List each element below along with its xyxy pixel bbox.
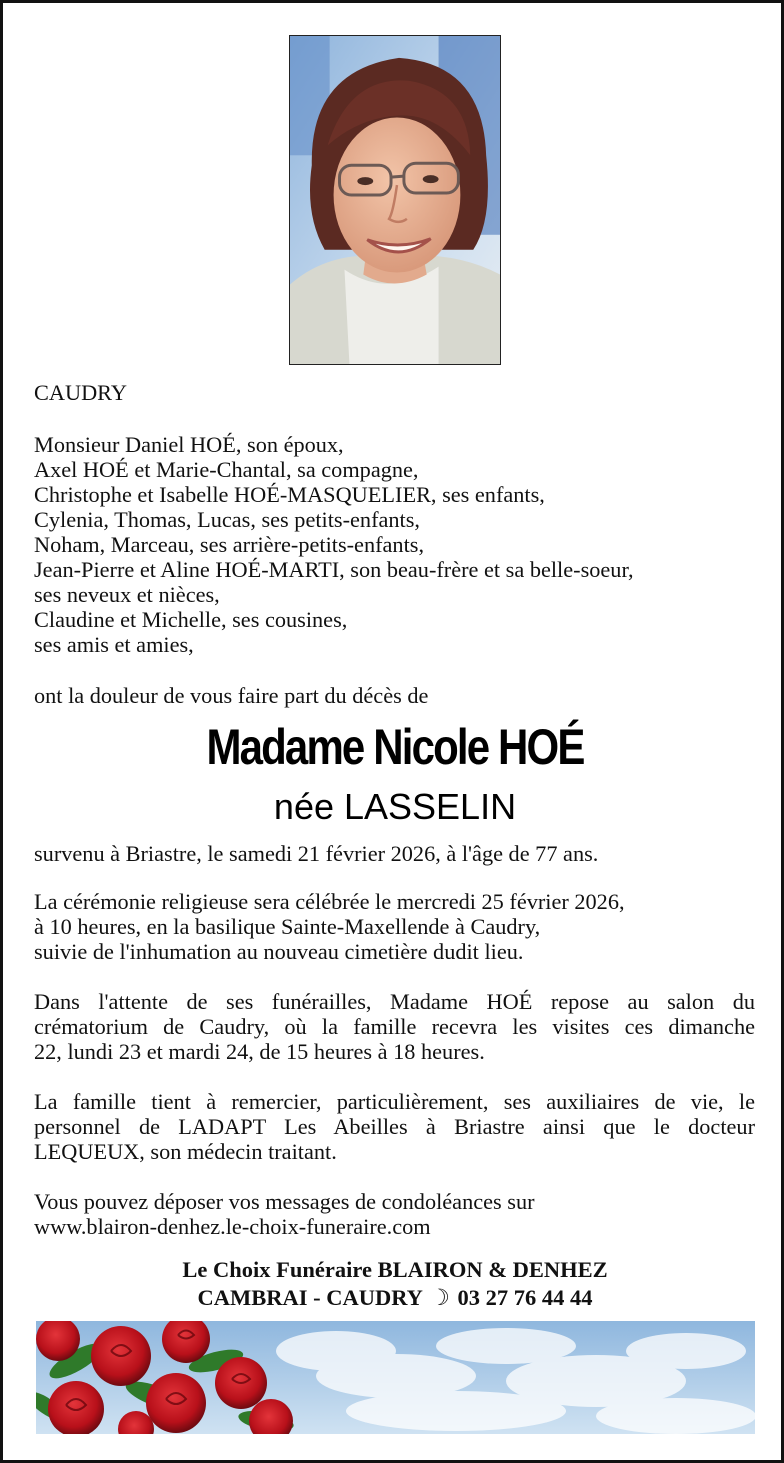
- funeral-home-contact: [3, 1284, 784, 1312]
- funeral-home-name: Le Choix Funéraire BLAIRON & DENHEZ: [182, 1257, 608, 1282]
- thanks-line: La famille tient à remercier, particulièrement, ses auxiliaires de vie, le: [34, 1089, 755, 1114]
- intro-text: ont la douleur de vous faire part du décès de: [34, 683, 429, 708]
- death-notice: survenu à Briastre, le samedi 21 février 2026, à l'âge de 77 ans.: [34, 841, 599, 866]
- funeral-home-phone[interactable]: 03 27 76 44 44: [457, 1285, 593, 1310]
- family-line: Christophe et Isabelle HOÉ-MASQUELIER, ses enfants,: [34, 482, 545, 507]
- salon-paragraph: [34, 989, 755, 1064]
- family-line: Noham, Marceau, ses arrière-petits-enfants,: [34, 532, 425, 557]
- ceremony-line: La cérémonie religieuse sera célébrée le mercredi 25 février 2026,: [34, 889, 625, 914]
- maiden-name: née LASSELIN: [273, 786, 517, 827]
- family-list: [34, 432, 634, 657]
- funeral-home-cities: CAMBRAI - CAUDRY: [197, 1285, 423, 1310]
- condolences-paragraph: [34, 1189, 535, 1239]
- ceremony-paragraph: [34, 889, 625, 964]
- thanks-paragraph: [34, 1089, 755, 1164]
- family-line: ses neveux et nièces,: [34, 582, 220, 607]
- condolences-line: Vous pouvez déposer vos messages de condoléances sur: [34, 1189, 535, 1214]
- portrait-photo: [289, 35, 501, 365]
- family-line: Monsieur Daniel HOÉ, son époux,: [34, 432, 344, 457]
- deceased-name: Madame Nicole HOÉ: [206, 719, 584, 775]
- thanks-line: personnel de LADAPT Les Abeilles à Briastre ainsi que le docteur: [34, 1114, 755, 1139]
- salon-line: Dans l'attente de ses funérailles, Madame HOÉ repose au salon du: [34, 989, 755, 1014]
- family-line: Jean-Pierre et Aline HOÉ-MARTI, son beau-frère et sa belle-soeur,: [34, 557, 634, 582]
- ceremony-line: suivie de l'inhumation au nouveau cimetière dudit lieu.: [34, 939, 524, 964]
- roses-sky-banner: [36, 1321, 755, 1434]
- salon-line: 22, lundi 23 et mardi 24, de 15 heures à 18 heures.: [34, 1039, 485, 1064]
- town-heading: CAUDRY: [34, 380, 127, 405]
- family-line: ses amis et amies,: [34, 632, 194, 657]
- thanks-line: LEQUEUX, son médecin traitant.: [34, 1139, 337, 1164]
- family-line: Axel HOÉ et Marie-Chantal, sa compagne,: [34, 457, 419, 482]
- salon-line: crématorium de Caudry, où la famille recevra les visites ces dimanche: [34, 1014, 755, 1039]
- ceremony-line: à 10 heures, en la basilique Sainte-Maxellende à Caudry,: [34, 914, 541, 939]
- family-line: Cylenia, Thomas, Lucas, ses petits-enfants,: [34, 507, 420, 532]
- condolences-url[interactable]: www.blairon-denhez.le-choix-funeraire.com: [34, 1214, 431, 1239]
- family-line: Claudine et Michelle, ses cousines,: [34, 607, 348, 632]
- phone-icon: ☽: [429, 1285, 450, 1310]
